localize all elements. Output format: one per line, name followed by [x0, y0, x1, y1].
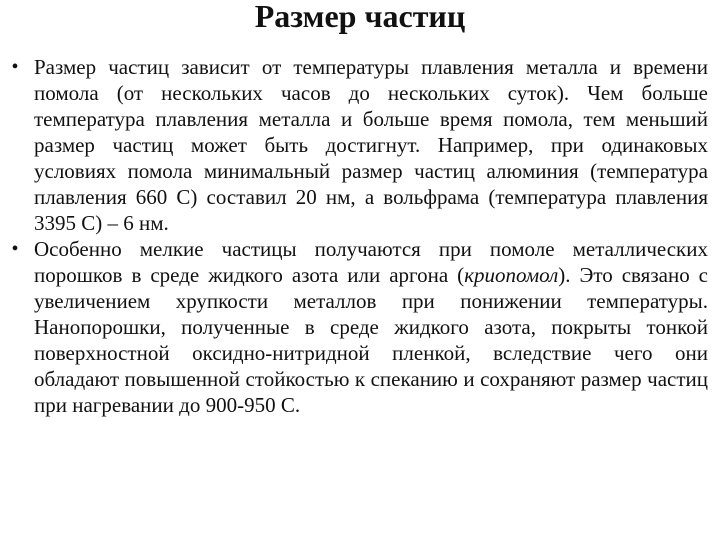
bullet-marker: •: [11, 238, 19, 260]
bullet-text-before: Особенно мелкие частицы получаются при помоле металлических порошков в среде жидкого азота или аргона (: [34, 237, 708, 287]
bullet-text-after: ). Это связано с увеличением хрупкости металлов при понижении температуры. Нанопорошки, полученные в среде жидкого азота, покрыты тонкой поверхностной оксидно-нитридной пленкой, вследствие чего они обладают повышенной стойкостью к спеканию и сохраняют размер частиц при нагревании до 900-950 С.: [34, 263, 708, 417]
bullet-marker: •: [11, 56, 19, 78]
bullet-text: Размер частиц зависит от температуры плавления металла и времени помола (от нескольких часов до нескольких суток). Чем больше температура плавления металла и больше время помола, тем меньший размер частиц может быть достигнут. Например, при одинаковых условиях помола минимальный размер частиц алюминия (температура плавления 660 С) составил 20 нм, а вольфрама (температура плавления 3395 С) – 6 нм.: [34, 55, 708, 235]
slide-title: Размер частиц: [254, 0, 466, 34]
italic-term: криопомол: [464, 263, 559, 287]
bullet-item-1: [11, 54, 708, 236]
bullet-list: [11, 54, 708, 418]
bullet-item-2: [11, 236, 708, 418]
